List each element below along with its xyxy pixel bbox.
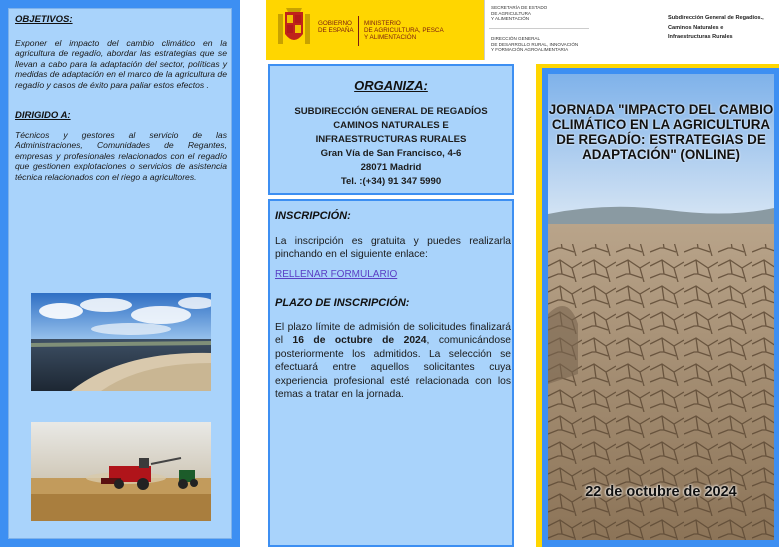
left-panel-inner xyxy=(8,8,232,539)
harvest-photo xyxy=(31,422,211,521)
plazo-date: 16 de octubre de 2024 xyxy=(292,335,427,347)
ministerio-label-2: DE AGRICULTURA, PESCA xyxy=(364,27,444,35)
plazo-text-after: , comunicándose posteriormente los admitidos. La selección se efectuará entre aquellos solicitantes cuya experiencia profesional esté relacionada con los temas a tratar en la jornada. xyxy=(275,335,511,401)
event-date: 22 de octubre de 2024 xyxy=(585,484,737,500)
subdir-line-1: Subdirección General de Regadíos., xyxy=(668,15,764,21)
objetivos-heading: OBJETIVOS: xyxy=(15,14,73,25)
inscripcion-heading: INSCRIPCIÓN: xyxy=(275,210,351,222)
dirigido-heading: DIRIGIDO A: xyxy=(15,110,71,121)
plazo-heading: PLAZO DE INSCRIPCIÓN: xyxy=(275,297,410,309)
subdir-line-2: Caminos Naturales e xyxy=(668,24,724,31)
organiza-line-3: INFRAESTRUCTURAS RURALES xyxy=(315,134,467,145)
organiza-phone: Tel. :(+34) 91 347 5990 xyxy=(340,176,442,187)
gobierno-label-1: GOBIERNO xyxy=(318,20,352,27)
rellenar-formulario-link[interactable]: RELLENAR FORMULARIO xyxy=(275,269,398,280)
dirigido-text: Técnicos y gestores al servicio de las Administraciones, Comunidades de Regantes, empresas y profesionales relacionados con el regadío que gestionen explotaciones o servicios de asistencia técnica relacionados con el riego a agricultores. xyxy=(15,130,227,182)
inscripcion-text: La inscripción es gratuita y puedes realizarla pinchando en el siguiente enlace: xyxy=(275,236,511,261)
gobierno-label-2: DE ESPAÑA xyxy=(318,27,354,35)
direccion-label-2: DE DESARROLLO RURAL, INNOVACIÓN xyxy=(491,41,579,47)
organiza-heading: ORGANIZA: xyxy=(354,78,428,93)
coat-of-arms-icon xyxy=(276,6,312,52)
subdireccion-label xyxy=(668,14,778,43)
right-panel xyxy=(536,0,779,547)
middle-panel xyxy=(244,0,579,547)
left-panel xyxy=(0,0,240,547)
organiza-line-2: CAMINOS NATURALES E xyxy=(333,120,449,131)
cover-image xyxy=(548,74,774,540)
reservoir-photo xyxy=(31,293,211,391)
direccion-label-1: DIRECCIÓN GENERAL xyxy=(491,36,541,41)
ministerio-label-3: Y ALIMENTACIÓN xyxy=(364,34,417,42)
secretaria-label-1: SECRETARÍA DE ESTADO xyxy=(491,5,548,10)
organiza-address: Gran Vía de San Francisco, 4-6 xyxy=(320,148,462,159)
header-divider xyxy=(358,16,359,46)
plazo-text xyxy=(275,321,511,401)
secretaria-label-3: Y ALIMENTACIÓN xyxy=(491,16,530,21)
organiza-panel xyxy=(268,64,514,195)
government-header xyxy=(266,0,484,60)
ministerio-label-1: MINISTERIO xyxy=(364,20,401,27)
event-title: JORNADA "IMPACTO DEL CAMBIO CLIMÁTICO EN LA AGRICULTURA DE REGADÍO: ESTRATEGIAS DE ADAPTACIÓN" (ONLINE) xyxy=(548,102,774,162)
organiza-city: 28071 Madrid xyxy=(360,162,422,173)
objetivos-text: Exponer el impacto del cambio climático en la agricultura de regadío, abordar las estrategias que se llevan a cabo para la adaptación del sector, políticas y medidas de adaptación en el marco de la agricultura de regadío y casos de éxito para paliar estos efectos . xyxy=(15,38,227,90)
plazo-text-before: El plazo límite de admisión de solicitudes finalizará el xyxy=(275,322,511,347)
subdir-line-3: Infraestructuras Rurales xyxy=(668,34,733,41)
direccion-label-3: Y FORMACIÓN AGROALIMENTARIA xyxy=(491,47,569,52)
organiza-line-1: SUBDIRECCIÓN GENERAL DE REGADÍOS xyxy=(294,106,488,117)
inscripcion-panel xyxy=(268,199,514,547)
secretaria-label-2: DE AGRICULTURA xyxy=(491,10,531,16)
